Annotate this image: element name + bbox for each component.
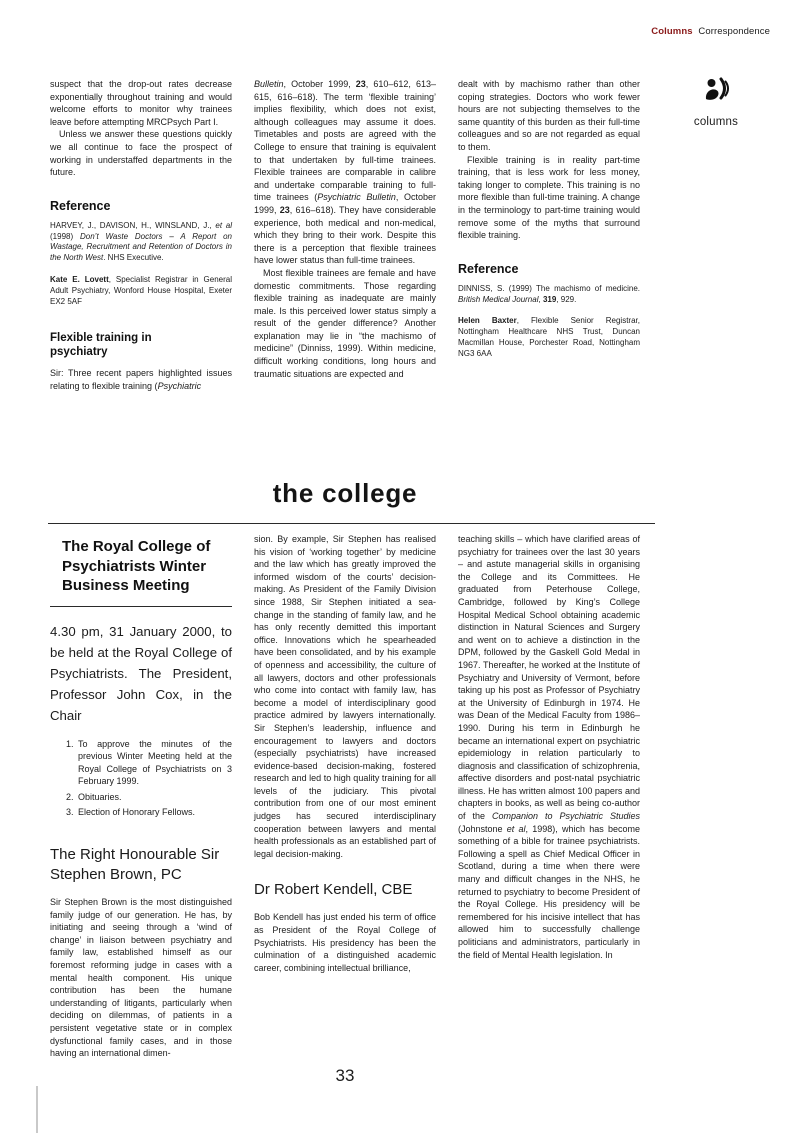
honoree-heading-kendell: Dr Robert Kendell, CBE [254, 881, 413, 899]
correspondence-column-2 [254, 78, 436, 393]
reference-heading: Reference [50, 198, 111, 213]
paragraph: sion. By example, Sir Stephen has realised his vision of ‘working together’ by medicine and the law which has greatly improved the informed wisdom of the courts’ decision-making. As President of the Family Division since 1988, Sir Stephen initiated a sea-change in the standing of family law, and he has only recently demitted this important office. Innovations which he spearheaded have been consolidated, and by his example of openness and accessibility, the culture of all lawyers, doctors and other professionals who come into contact with family law, has become a model of interdisciplinary good practice admired by lawyers internationally. Sir Stephen’s leadership, influence and encouragement to lawyers and doctors (especially psychiatrists) have increased evidence-based decision-making, fostered research and led to high quality training for all levels of the judiciary. This pivotal contribution from one of our most eminent judges has secured interdisciplinary cooperation between lawyers and mental health professionals as an established part of legal decision-making. [254, 534, 436, 859]
agenda-item: 3. Election of Honorary Fellows. [76, 806, 232, 819]
paragraph: Sir Stephen Brown is the most distinguished family judge of our generation. He has, by initiating and seeing through a ‘wind of change’ in liaison between psychiatry and family law, established himself as our foremost reforming judge in cases with a mental health component. His unique contribution has been the humane understanding of litigants, particularly when deciding on dilemmas, of patients in a persistent vegetative state or in complex dysfunctional family cases, and in those having an international dimen- [50, 897, 232, 1059]
correspondence-column-1 [50, 78, 232, 393]
agenda-list [50, 738, 232, 820]
paragraph: teaching skills – which have clarified areas of psychiatry for trainees over the last 30 years – and astute managerial skills in organising the College and its Committees. He graduated from Peterhouse College, Cambridge, followed by King’s College Hospital Medical School obtaining academic distinction in Natural Sciences and Surgery and went on to achieve a distinction in the DPM, followed by the Gaskell Gold Medal in 1967. Thereafter, he worked at the Institute of Psychiatry and University of Vermont, before taking up his post as Professor of Psychiatry at the University of Edinburgh in 1974. He was Dean of the Medical Faculty from 1986–1990. During his term in Edinburgh he became an international expert on psychiatric epidemiology in relation particularly to diagnosis and classification of schizophrenia, affective disorders and post-natal psychiatric illness. He has written almost 100 papers and chapters in books, as well as being co-author of the Companion to Psychiatric Studies (Johnstone et al, 1998), which has become something of a bible for trainee psychiatrists. Following a spell as Chief Medical Officer in Scotland, during a time when there were many and difficult changes in the NHS, he returned to psychiatry to become President of the Royal College. His presidency will be remembered for his incisive intellect that has allowed him to successfully challenge politicians and administrators, particularly in the field of Mental Health legislation. In [458, 534, 641, 960]
paragraph: Flexible training is in reality part-time training, that is less work for less money, taking longer to complete. This training is no more flexible than full-time training. A change in the terminology to part-time training would remove some of the myths that surround flexible training. [458, 154, 640, 241]
meeting-title: The Royal College of Psychiatrists Winter Business Meeting [62, 538, 211, 594]
correspondence-section [50, 78, 640, 393]
agenda-item: 1. To approve the minutes of the previous Winter Meeting held at the Royal College of Psychiatrists on 3 February 1999. [76, 738, 232, 788]
paragraph: Bob Kendell has just ended his term of office as President of the Royal College of Psychiatrists. His presidency has been the culmination of a distinguished academic career, combining intellectual brilliance, [254, 912, 436, 973]
reference-entry: DINNISS, S. (1999) The machismo of medicine. British Medical Journal, 319, 929. [458, 283, 640, 304]
columns-logo-icon [701, 95, 731, 112]
meeting-details: 4.30 pm, 31 January 2000, to be held at the Royal College of Psychiatrists. The President, Professor John Cox, in the Chair [50, 623, 232, 723]
section-title: the college [272, 478, 418, 508]
paragraph: Most flexible trainees are female and have domestic commitments. Those regarding flexible training as inadequate are mainly male. Is this perceived lower status simply a result of the gender difference? Another explanation may lie in “the machismo of medicine” (Dinniss, 1999). Within medicine, difficult working conditions, long hours and traumatic situations are expected and [254, 267, 436, 379]
reference-entry: HARVEY, J., DAVISON, H., WINSLAND, J., et al (1998) Don’t Waste Doctors – A Report on Wastage, Recruitment and Retention of Doctors in the North West. NHS Executive. [50, 220, 232, 263]
running-head-subsection: Correspondence [698, 26, 770, 37]
author-signature: Helen Baxter, Flexible Senior Registrar, Nottingham Healthcare NHS Trust, Duncan Macmillan House, Porchester Road, Nottingham NG3 6AA [458, 316, 640, 358]
running-head [651, 26, 770, 37]
paragraph: dealt with by machismo rather than other coping strategies. Doctors who work fewer hours are not subjecting themselves to the same quantity of this burden as their full-time colleagues and so are not regarded as equal to them. [458, 79, 640, 152]
agenda-item: 2. Obituaries. [76, 791, 232, 804]
college-column-2 [254, 533, 436, 1060]
correspondence-column-3 [458, 78, 640, 393]
scan-artifact [36, 1086, 38, 1133]
page-number: 33 [335, 1066, 355, 1085]
running-head-section: Columns [651, 26, 693, 37]
author-signature: Kate E. Lovett, Specialist Registrar in General Adult Psychiatry, Wonford House Hospital, Exeter EX2 5AF [50, 274, 232, 306]
paragraph: suspect that the drop-out rates decrease exponentially throughout training and would welcome efforts to monitor why trainees leave before attempting MRCPsych Part I. [50, 79, 232, 127]
columns-logo [682, 76, 750, 128]
paragraph: Bulletin, October 1999, 23, 610–612, 613–615, 616–618). The term ‘flexible training’ implies flexibility, which does not exist, although colleagues may assume it does. Timetables and posts are agreed with the College to ensure that training is equivalent to that undertaken by full-time trainees. Flexible trainees are comparable in calibre and undertake comparable training to full-time trainees (Psychiatric Bulletin, October 1999, 23, 616–618). They have considerable experience, both medical and non-medical, which they bring to their work. Despite this there is a perception that flexible trainees have lower status than full-time trainees. [254, 79, 436, 266]
honoree-heading-brown: The Right Honourable Sir Stephen Brown, PC [50, 846, 220, 884]
college-column-3 [458, 533, 640, 1060]
reference-heading: Reference [458, 261, 519, 276]
paragraph: Sir: Three recent papers highlighted issues relating to flexible training (Psychiatric [50, 368, 232, 391]
columns-logo-label: columns [693, 116, 739, 128]
section-divider-rule [48, 523, 655, 524]
meeting-title-box [50, 533, 232, 607]
letter-title: Flexible training in psychiatry [50, 332, 152, 359]
college-section [50, 533, 640, 1060]
paragraph: Unless we answer these questions quickly we all continue to face the prospect of working in understaffed departments in the future. [50, 129, 232, 178]
college-column-1 [50, 533, 232, 1060]
